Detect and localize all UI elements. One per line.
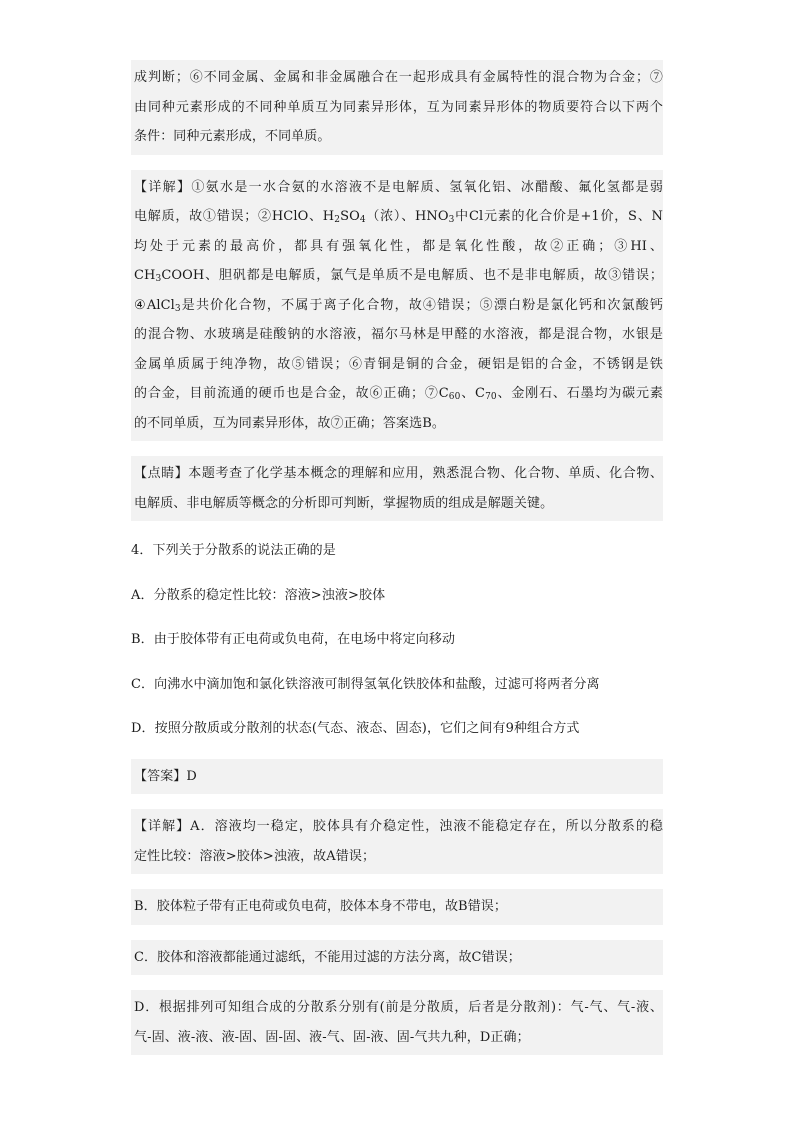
- detail-line: 金属单质属于纯净物，故⑤错误；⑥青铜是铜的合金，硬铝是铝的合金，不锈钢是铁: [134, 356, 663, 372]
- detail-line: ④AlCl$_3$是共价化合物，不属于离子化合物，故④错误；⑤漂白粉是氯化钙和次氯酸钙: [134, 297, 663, 314]
- detail-q4-b-block: [131, 889, 663, 925]
- detail-line: 的混合物、水玻璃是硅酸钠的水溶液，福尔马林是甲醛的水溶液，都是混合物，水银是: [134, 327, 663, 342]
- detail-q4-c-block: [131, 940, 663, 976]
- analysis-tail-block: [131, 60, 663, 155]
- detail-line: $CH_3COOH$、胆矾都是电解质，氯气是单质不是电解质、也不是非电解质，故③错误；: [134, 268, 663, 284]
- comment-line: 【点睛】本题考查了化学基本概念的理解和应用，熟悉混合物、化合物、单质、化合物、: [134, 466, 663, 481]
- detail-line: 【详解】①氨水是一水合氨的水溶液不是电解质、氢氧化铝、冰醋酸、氟化氢都是弱: [134, 179, 663, 195]
- option-text: C．向沸水中滴加饱和氯化铁溶液可制得氢氧化铁胶体和盐酸，过滤可将两者分离: [131, 676, 600, 692]
- detail-line: 的合金，目前流通的硬币也是合金，故⑥正确；$⑦C_{60}$、$C_{70}$、金刚石、石墨均为碳元素: [134, 386, 663, 402]
- detail-line: 电解质，故①错误；②HClO、$H_2SO_4$（浓）、$HNO_3$中Cl元素的化合价是+1价，S、N: [134, 209, 664, 225]
- detail-line: D．根据排列可知组合成的分散系分别有(前是分散质，后者是分散剂)：气-气、气-液、: [134, 1000, 663, 1015]
- option-d: [131, 714, 663, 744]
- option-c: [131, 670, 663, 700]
- analysis-line: 成判断；⑥不同金属、金属和非金属融合在一起形成具有金属特性的混合物为合金；⑦: [134, 70, 663, 85]
- answer-q4-block: [131, 759, 663, 795]
- analysis-line: 条件：同种元素形成，不同单质。: [134, 129, 331, 144]
- detail-line: 均处于元素的最高价，都具有强氧化性，都是氧化性酸，故②正确；③HI、: [134, 238, 663, 254]
- detail-q3-block: [131, 170, 663, 442]
- detail-line: B．胶体粒子带有正电荷或负电荷，胶体本身不带电，故B错误；: [134, 899, 508, 914]
- question-stem: 4．下列关于分散系的说法正确的是: [131, 543, 336, 558]
- detail-q4-a-block: [131, 809, 663, 874]
- option-text: A．分散系的稳定性比较：溶液>浊液>胶体: [131, 587, 386, 603]
- answer-line: 【答案】D: [134, 768, 197, 784]
- option-b: [131, 625, 663, 655]
- detail-line: 的不同单质，互为同素异形体，故⑦正确；答案选B。: [134, 415, 445, 431]
- comment-line: 电解质、非电解质等概念的分析即可判断，掌握物质的组成是解题关键。: [134, 495, 554, 511]
- option-text: B．由于胶体带有正电荷或负电荷，在电场中将定向移动: [131, 632, 456, 647]
- detail-line: C．胶体和溶液都能通过滤纸，不能用过滤的方法分离，故C错误；: [134, 949, 521, 965]
- page-content: [131, 60, 663, 1070]
- detail-line: 【详解】A．溶液均一稳定，胶体具有介稳定性，浊液不能稳定存在，所以分散系的稳: [134, 819, 663, 834]
- comment-q3-block: [131, 456, 663, 521]
- detail-line: 定性比较：溶液>胶体>浊液，故A错误；: [134, 848, 376, 864]
- option-a: [131, 581, 663, 611]
- detail-q4-d-block: [131, 990, 663, 1055]
- question-4: [131, 536, 663, 566]
- option-text: D．按照分散质或分散剂的状态(气态、液态、固态)，它们之间有9种组合方式: [131, 721, 580, 736]
- analysis-line: 由同种元素形成的不同种单质互为同素异形体，互为同素异形体的物质要符合以下两个: [134, 99, 663, 115]
- detail-line: 气-固、液-液、液-固、固-固、液-气、固-液、固-气共九种，D正确；: [134, 1029, 530, 1045]
